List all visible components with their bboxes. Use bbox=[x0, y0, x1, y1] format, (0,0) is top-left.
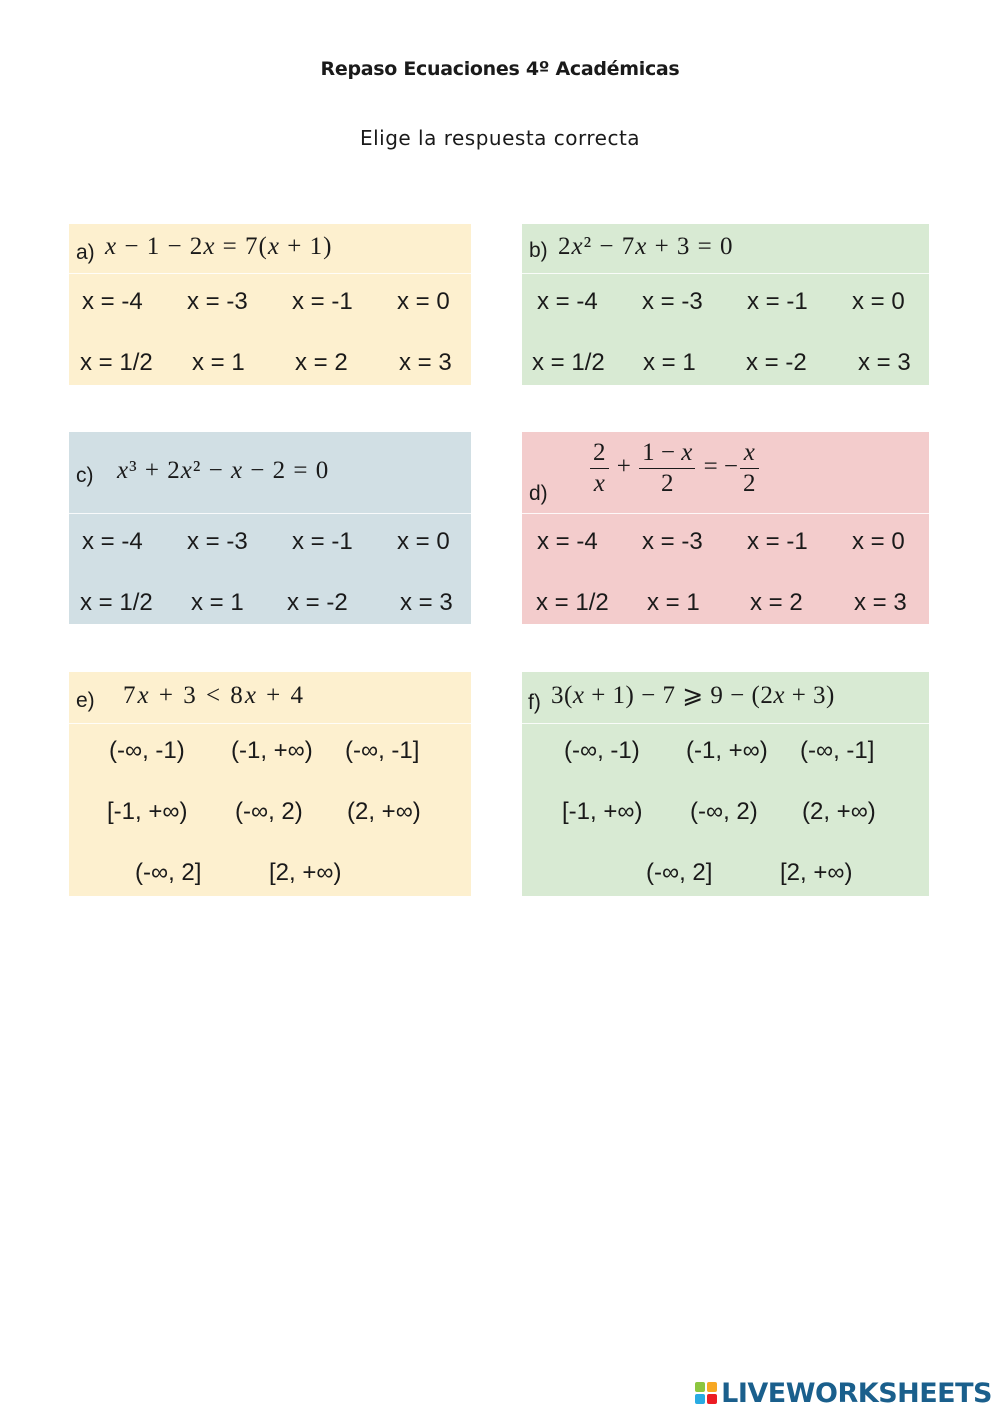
question-e-option[interactable]: (-1, +∞) bbox=[231, 737, 313, 764]
question-a-label: a) bbox=[76, 241, 95, 264]
question-c-option[interactable]: x = 3 bbox=[400, 589, 453, 616]
question-d-option[interactable]: x = 3 bbox=[854, 589, 907, 616]
fraction-2-over-x: $\frac{2}{x}$ bbox=[590, 438, 609, 499]
question-a-option[interactable]: x = -3 bbox=[187, 288, 248, 315]
question-c-option[interactable]: x = -2 bbox=[287, 589, 348, 616]
question-d-option[interactable]: x = 1 bbox=[647, 589, 700, 616]
question-f-option[interactable]: (-∞, -1] bbox=[800, 737, 875, 764]
question-d-option[interactable]: x = 2 bbox=[750, 589, 803, 616]
question-d-option[interactable]: x = -4 bbox=[537, 528, 598, 555]
question-b-equation: 2x² − 7x + 3 = 0 bbox=[558, 233, 734, 260]
question-a-option[interactable]: x = 3 bbox=[399, 349, 452, 376]
question-a-option[interactable]: x = 0 bbox=[397, 288, 450, 315]
question-b-option[interactable]: x = -2 bbox=[746, 349, 807, 376]
question-f-option[interactable]: [-1, +∞) bbox=[562, 798, 643, 825]
question-e-option[interactable]: (-∞, -1] bbox=[345, 737, 420, 764]
question-c-label: c) bbox=[76, 464, 94, 487]
question-b-option[interactable]: x = 0 bbox=[852, 288, 905, 315]
instructions: Elige la respuesta correcta bbox=[359, 126, 641, 150]
question-b-option[interactable]: x = 3 bbox=[858, 349, 911, 376]
question-e-card bbox=[69, 672, 471, 896]
question-f-option[interactable]: (-∞, -1) bbox=[564, 737, 640, 764]
question-b-option[interactable]: x = -3 bbox=[642, 288, 703, 315]
page-title: Repaso Ecuaciones 4º Académicas bbox=[320, 58, 680, 80]
question-b-option[interactable]: x = -1 bbox=[747, 288, 808, 315]
question-d-option[interactable]: x = -3 bbox=[642, 528, 703, 555]
fraction-1-minus-x-over-2: $\frac{1 - x}{2}$ bbox=[639, 438, 695, 499]
question-b-option[interactable]: x = -4 bbox=[537, 288, 598, 315]
question-e-label: e) bbox=[76, 689, 95, 712]
question-e-option[interactable]: (2, +∞) bbox=[347, 798, 421, 825]
question-e-option[interactable]: (-∞, 2) bbox=[235, 798, 303, 825]
question-c-option[interactable]: x = -1 bbox=[292, 528, 353, 555]
question-a-option[interactable]: x = 2 bbox=[295, 349, 348, 376]
question-d-equation: $\frac{2}{x}$ + $\frac{1 - x}{2}$ = − $\frac{x}{2}$ bbox=[588, 438, 761, 499]
question-b-label: b) bbox=[529, 239, 548, 262]
question-d-option[interactable]: x = 1/2 bbox=[536, 589, 609, 616]
question-c-equation: x³ + 2x² − x − 2 = 0 bbox=[117, 457, 330, 484]
question-c-option[interactable]: x = -4 bbox=[82, 528, 143, 555]
question-f-option[interactable]: (-∞, 2) bbox=[690, 798, 758, 825]
question-a-option[interactable]: x = -4 bbox=[82, 288, 143, 315]
question-a-option[interactable]: x = -1 bbox=[292, 288, 353, 315]
question-b-option[interactable]: x = 1/2 bbox=[532, 349, 605, 376]
question-e-option[interactable]: [-1, +∞) bbox=[107, 798, 188, 825]
question-e-equation: 7x + 3 < 8x + 4 bbox=[123, 682, 306, 709]
question-e-option[interactable]: (-∞, -1) bbox=[109, 737, 185, 764]
question-b-option[interactable]: x = 1 bbox=[643, 349, 696, 376]
liveworksheets-logo-text: LIVEWORKSHEETS bbox=[721, 1377, 992, 1409]
liveworksheets-logo-icon bbox=[695, 1382, 717, 1404]
question-d-option[interactable]: x = -1 bbox=[747, 528, 808, 555]
question-c-card bbox=[69, 432, 471, 624]
question-d-card bbox=[522, 432, 929, 624]
question-e-option[interactable]: [2, +∞) bbox=[269, 859, 342, 886]
question-a-card bbox=[69, 224, 471, 385]
question-c-option[interactable]: x = 1/2 bbox=[80, 589, 153, 616]
question-c-option[interactable]: x = 0 bbox=[397, 528, 450, 555]
question-f-option[interactable]: (2, +∞) bbox=[802, 798, 876, 825]
question-c-option[interactable]: x = 1 bbox=[191, 589, 244, 616]
question-f-option[interactable]: (-∞, 2] bbox=[646, 859, 713, 886]
question-d-option[interactable]: x = 0 bbox=[852, 528, 905, 555]
question-a-option[interactable]: x = 1/2 bbox=[80, 349, 153, 376]
question-e-option[interactable]: (-∞, 2] bbox=[135, 859, 202, 886]
question-d-label: d) bbox=[529, 482, 548, 505]
liveworksheets-logo[interactable] bbox=[695, 1376, 992, 1410]
question-a-equation: x − 1 − 2x = 7(x + 1) bbox=[105, 233, 333, 260]
question-f-equation: 3(x + 1) − 7 ⩾ 9 − (2x + 3) bbox=[551, 682, 835, 709]
question-f-option[interactable]: [2, +∞) bbox=[780, 859, 853, 886]
question-b-card bbox=[522, 224, 929, 385]
question-c-option[interactable]: x = -3 bbox=[187, 528, 248, 555]
fraction-x-over-2: $\frac{x}{2}$ bbox=[740, 438, 759, 499]
question-a-option[interactable]: x = 1 bbox=[192, 349, 245, 376]
question-f-label: f) bbox=[528, 691, 541, 714]
question-f-option[interactable]: (-1, +∞) bbox=[686, 737, 768, 764]
question-f-card bbox=[522, 672, 929, 896]
